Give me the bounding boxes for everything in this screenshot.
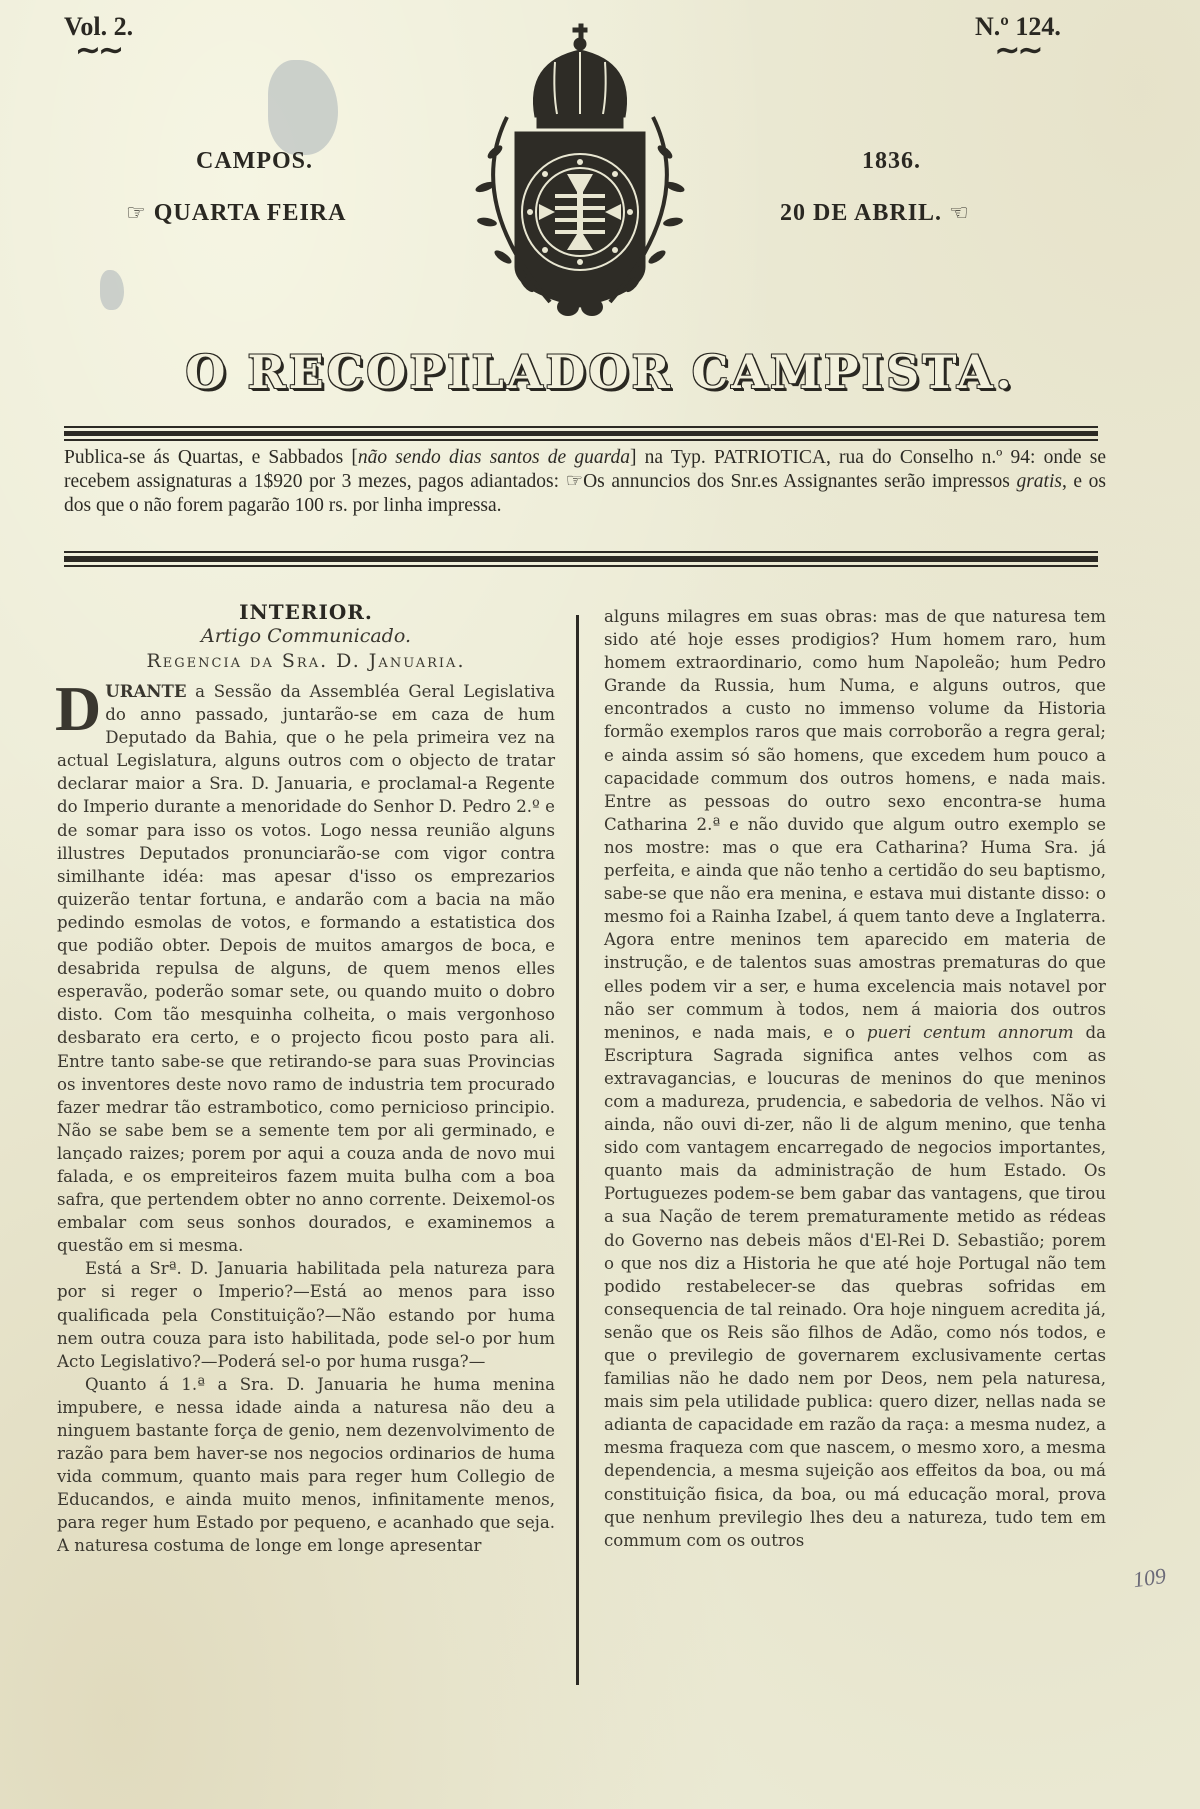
pointing-hand-left-icon: ☜ [949, 200, 970, 225]
section-title: INTERIOR. [239, 600, 373, 624]
year-label: 1836. [862, 148, 921, 174]
volume-label: Vol. 2. ∼∼ [64, 12, 134, 67]
drop-cap: D [55, 673, 102, 744]
weekday-label: ☞ QUARTA FEIRA [126, 200, 347, 226]
date-label: 20 DE ABRIL. ☜ [780, 200, 970, 226]
pointing-hand-icon: ☞ [126, 200, 147, 225]
article-column-right [604, 605, 1106, 1552]
imperial-crest-icon [455, 22, 705, 322]
double-rule-divider [64, 551, 1098, 567]
article-subtitle: Artigo Communicado. [201, 625, 411, 647]
paragraph: Está a Srª. D. Januaria habilitada pela natureza para por si reger o Imperio?—Está ao menos para isso qualificada pela Constituição?—Não estando por huma nem outra couza para isto habilitada, pode sel-o por hum Acto Legislativo?—Poderá sel-o por huma rusga?— [57, 1259, 555, 1371]
issue-number: N.º 124. ∼∼ [975, 12, 1061, 67]
double-rule-divider [64, 426, 1098, 441]
article-column-left [57, 600, 555, 1558]
publication-notice: Publica-se ás Quartas, e Sabbados [não sendo dias santos de guarda] na Typ. PATRIOTICA, rua do Conselho n.º 94: onde se recebem assignaturas a 1$920 por 3 mezes, pagos adiantados: ☞Os annuncios dos Snr.es Assignantes serão impressos gratis, e os dos que o não forem pagarão 100 rs. por linha impressa. [64, 447, 1107, 516]
paragraph: Quanto á 1.ª a Sra. D. Januaria he huma menina impubere, e nessa idade ainda a naturesa não deu a ninguem bastante força de genio, nem dezenvolvimento de razão para bem haver-se nos negocios ordinarios de huma vida commum, quanto mais para reger hum Collegio de Educandos, e ainda muito menos, infinitamente menos, para reger hum Estado por pequeno, e acanhado que seja. A naturesa costuma de longe em longe apresentar [57, 1374, 555, 1556]
city-label: CAMPOS. [196, 148, 313, 174]
flourish-ornament-icon: ∼∼ [994, 34, 1042, 67]
article-heading: Regencia da Sra. D. Januaria. [146, 650, 466, 672]
handwritten-page-note: 109 [1131, 1562, 1168, 1593]
paragraph: alguns milagres em suas obras: mas de que naturesa tem sido até hoje esses prodigios? Hum homem raro, hum homem extraordinario, como hum Napoleão; hum Pedro Grande da Russia, hum Numa, e alguns outros, que encontrados a custo no immenso volume da Historia formão exemplos raros que mais corroborão a regra geral; e ainda assim só são homens, que excedem hum pouco a capacidade commum dos outros homens, e nada mais. Entre as pessoas do outro sexo encontra-se huma Catharina 2.ª e não duvido que algum outro exemplo se nos mostre: mas o que era Catharina? Huma Sra. já perfeita, e ainda que não tenho a certidão do seu baptismo, sabe-se que não era menina, e estava mui distante disso: o mesmo foi a Rainha Izabel, á quem tanto deve a Inglaterra. Agora entre meninos tem aparecido em materia de instrução, e de talentos suas amostras prematuras do que elles podem vir a ser, e huma excelencia mais notavel por não ser commum à todos, nem á maioria dos outros meninos, e nada mais, e o pueri centum annorum da Escriptura Sagrada significa antes velhos com as extravagancias, e loucuras de meninos do que meninos com a madureza, prudencia, e sabedoria de velhos. Não vi ainda, não ouvi di-zer, não li de algum menino, que tenha sido com vantagem encarregado de negocios importantes, quanto mais da administração de hum Estado. Os Portuguezes podem-se bem gabar das vantagens, que tirou a sua Nação de terem prematuramente metido as rédeas do Governo nas debeis mãos d'El-Rei D. Sebastião; porem o que nos diz a Historia he que até hoje Portugal não tem podido restabelecer-se das quebras sofridas em consequencia de tal reinado. Ora hoje ninguem acredita já, senão que os Reis são filhos de Adão, como nós todos, e que o previlegio de governarem exclusivamente certas familias não he dado nem por Deos, nem pela naturesa, mais sim pela utilidade publica: quero dizer, nellas nada se adianta de capacidade em razão da raça: a mesma nudez, a mesma fraqueza com que nascem, o mesmo xoro, a mesma dependencia, a mesma sujeição aos effeitos da boa, ou má constituição fisica, da boa, ou má educação moral, prova que nenhum previlegio lhes deu a natureza, tudo tem em commum com os outros [604, 607, 1106, 1550]
water-stain [100, 270, 124, 310]
water-stain [268, 60, 338, 155]
flourish-ornament-icon: ∼∼ [75, 34, 122, 67]
newspaper-masthead: O RECOPILADOR CAMPISTA. [185, 345, 1015, 399]
column-divider [576, 615, 579, 1685]
paragraph: DURANTE a Sessão da Assembléa Geral Legislativa do anno passado, juntarão-se em caza de hum Deputado da Bahia, que o he pela primeira vez na actual Legislatura, alguns outros com o objecto de tratar declarar maior a Sra. D. Januaria, e proclamal-a Regente do Imperio durante a menoridade do Senhor D. Pedro 2.º e de somar para isso os votos. Logo nessa reunião alguns illustres Deputados pronunciarão-se com vigor contra similhante idéa: mas apesar d'isso os emprezarios quizerão tentar fortuna, e andarão com a bacia na mão pedindo esmolas de votos, e formando a estatistica dos que podião obter. Depois de muitos amargos de boca, e desabrida repulsa de alguns, de quem menos elles esperavão, poderão somar sete, ou quando muito o dobro disto. Com tão mesquinha colheita, o mais vergonhoso desbarato era certo, e o projecto ficou posto para ali. Entre tanto sabe-se que retirando-se para suas Provincias os inventores deste novo ramo de industria tem procurado fazer medrar tão estrambotico, como pernicioso principio. Não se sabe bem se a semente tem por ali germinado, e lançado raizes; porem por aqui a couza anda de novo mui falada, e os empreiteiros fazem muita bulha com a boa safra, que pertendem obter no anno corrente. Deixemol-os embalar com seus sonhos dourados, e examinemos a questão em si mesma. [55, 673, 555, 1256]
